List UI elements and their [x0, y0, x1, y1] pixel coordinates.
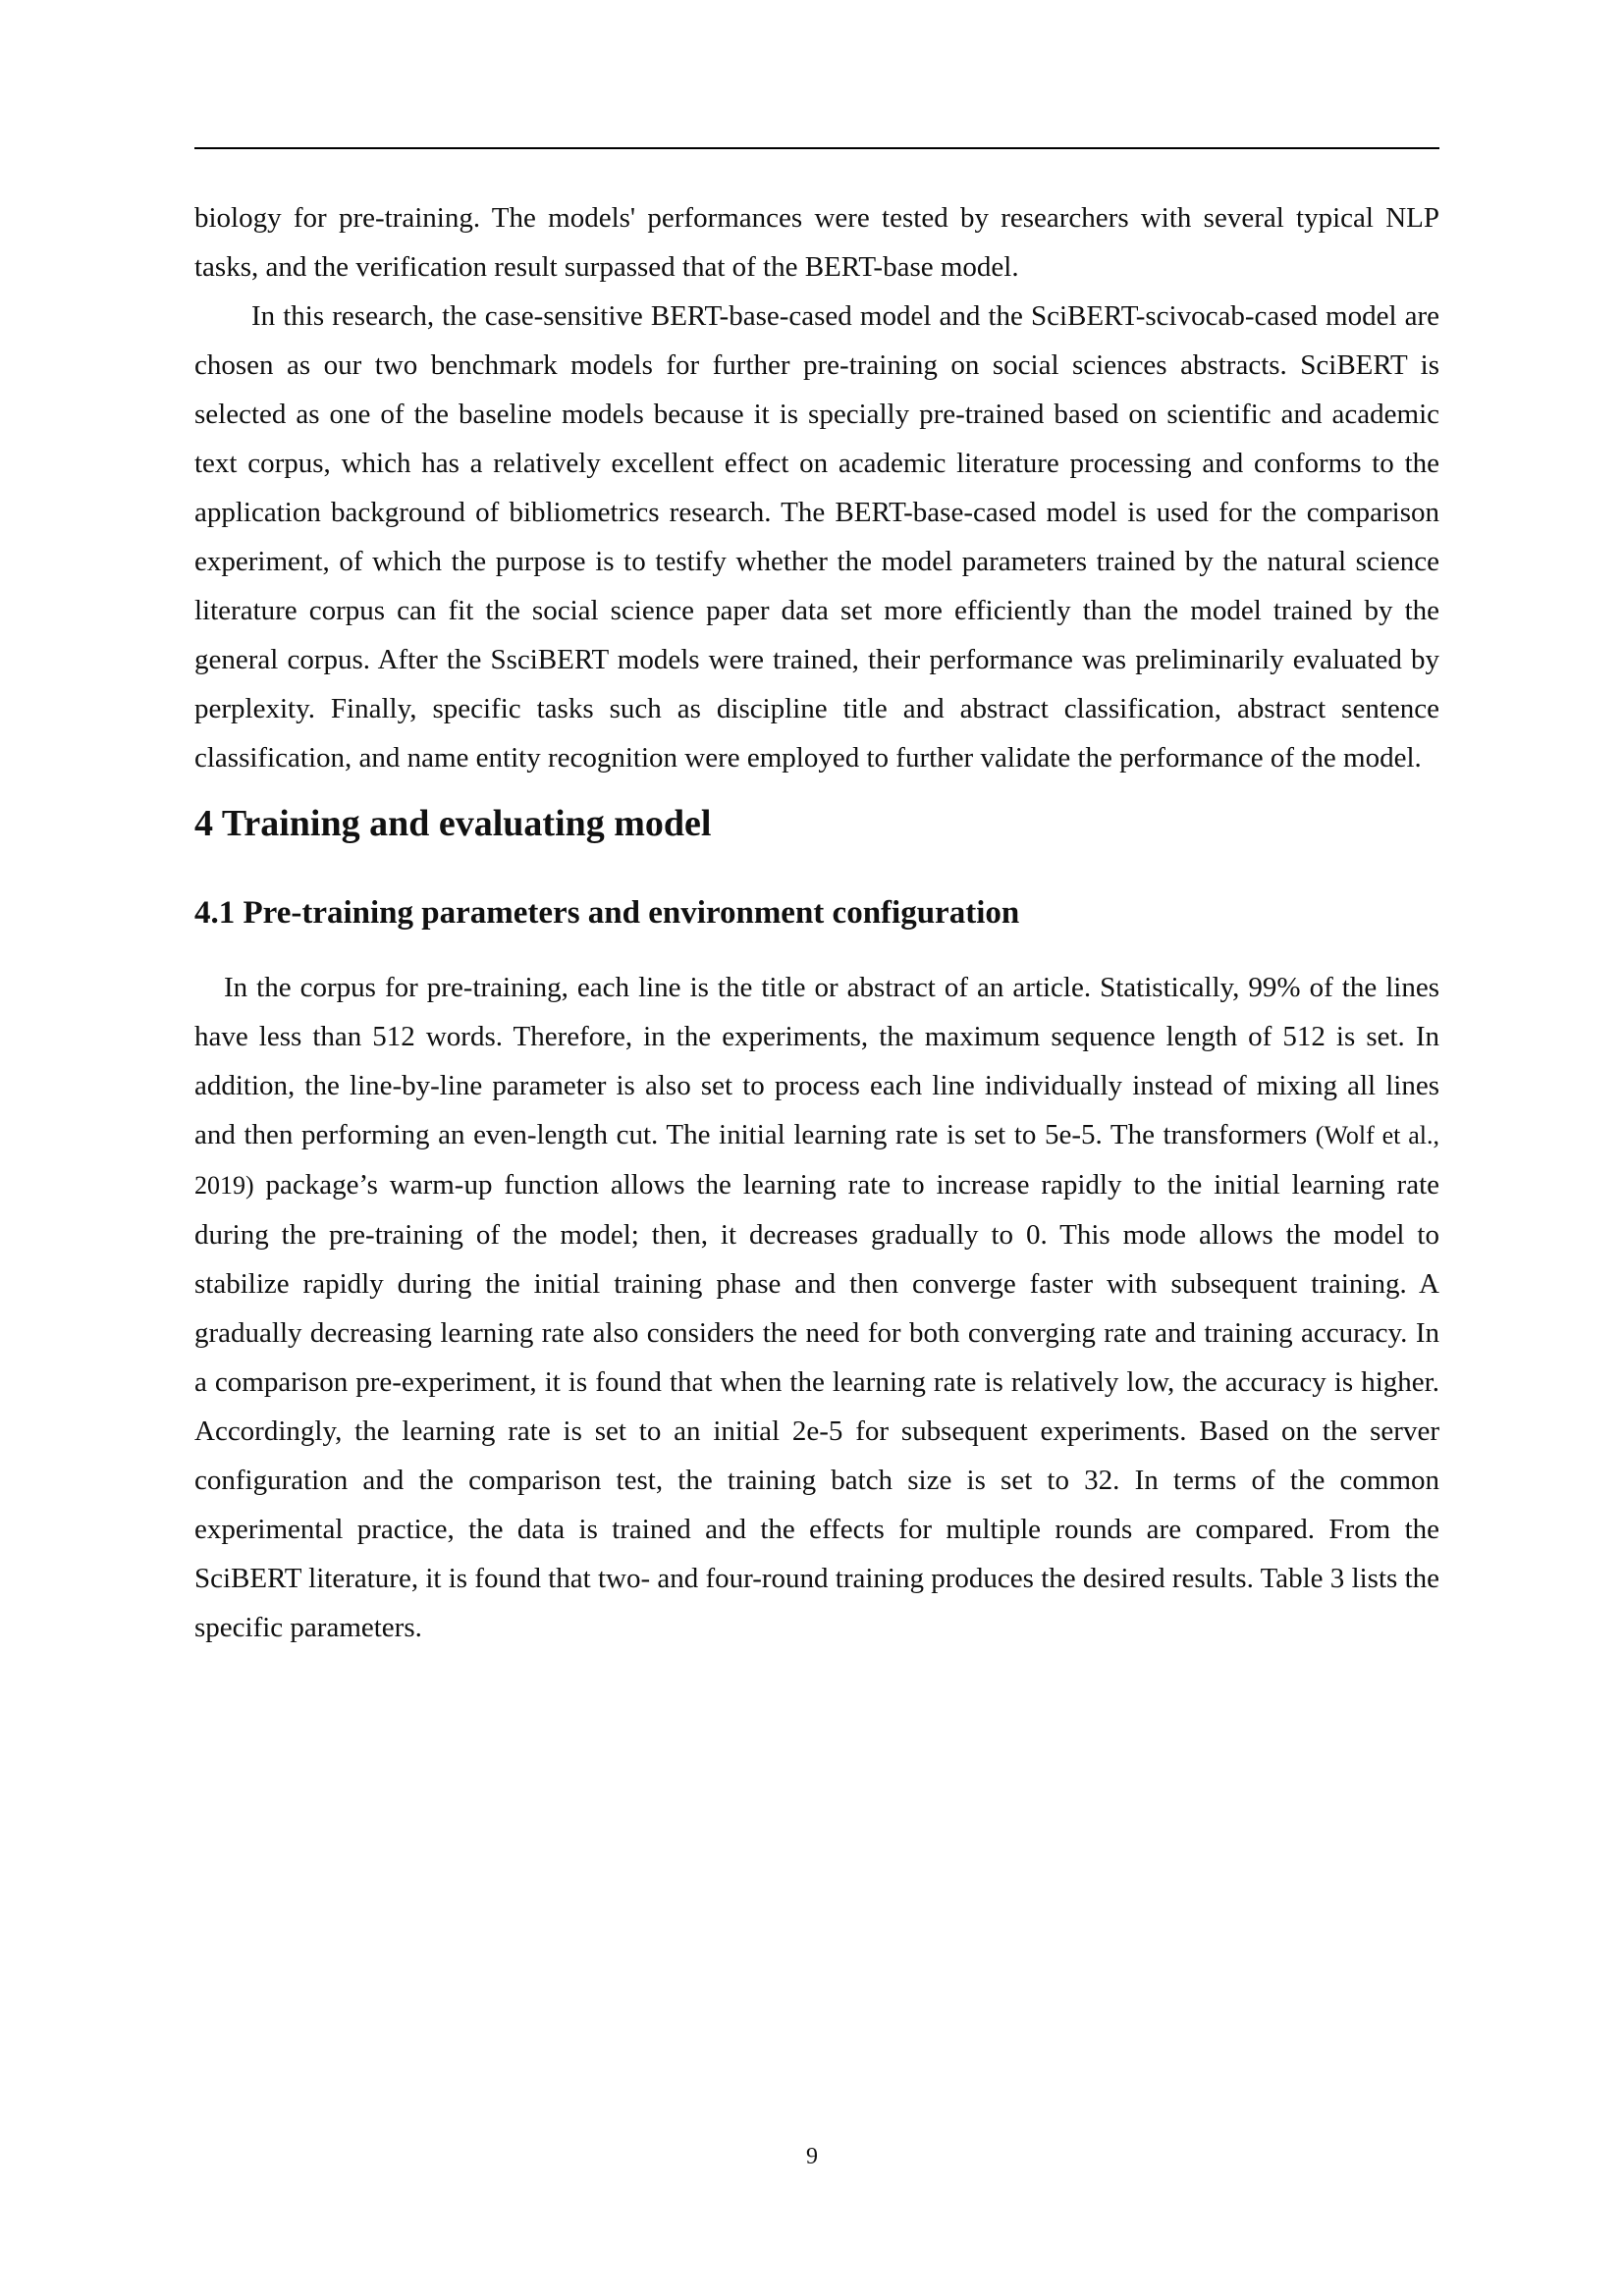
page-body	[194, 193, 1439, 1652]
paragraph-text-part-1: In the corpus for pre-training, each line is the title or abstract of an article. Statistically, 99% of the lines have less than 512 words. Therefore, in the experiments, the maximum sequence length of 512 is set. In addition, the line-by-line parameter is also set to process each line individually instead of mixing all lines and then performing an even-length cut. The initial learning rate is set to 5e-5. The transformers	[194, 972, 1439, 1150]
header-rule	[194, 147, 1439, 149]
section-heading: 4 Training and evaluating model	[194, 803, 712, 844]
subsection-heading: 4.1 Pre-training parameters and environment configuration	[194, 895, 1020, 931]
paragraph-benchmark-models: In this research, the case-sensitive BERT-base-cased model and the SciBERT-scivocab-cased model are chosen as our two benchmark models for further pre-training on social sciences abstracts. SciBERT is selected as one of the baseline models because it is specially pre-trained based on scientific and academic text corpus, which has a relatively excellent effect on academic literature processing and conforms to the application background of bibliometrics research. The BERT-base-cased model is used for the comparison experiment, of which the purpose is to testify whether the model parameters trained by the natural science literature corpus can fit the social science paper data set more efficiently than the model trained by the general corpus. After the SsciBERT models were trained, their performance was preliminarily evaluated by perplexity. Finally, specific tasks such as discipline title and abstract classification, abstract sentence classification, and name entity recognition were employed to further validate the performance of the model.	[194, 300, 1439, 774]
page-number: 9	[806, 2144, 818, 2169]
paragraph-pretraining-parameters	[194, 963, 1439, 1652]
citation: (Wolf et al., 2019)	[194, 1121, 1439, 1200]
paragraph-continuation: biology for pre-training. The models' performances were tested by researchers with several typical NLP tasks, and the verification result surpassed that of the BERT-base model.	[194, 202, 1439, 283]
paragraph-text-part-2: package’s warm-up function allows the learning rate to increase rapidly to the initial learning rate during the pre-training of the model; then, it decreases gradually to 0. This mode allows the model to stabilize rapidly during the initial training phase and then converge faster with subsequent training. A gradually decreasing learning rate also considers the need for both converging rate and training accuracy. In a comparison pre-experiment, it is found that when the learning rate is relatively low, the accuracy is higher. Accordingly, the learning rate is set to an initial 2e-5 for subsequent experiments. Based on the server configuration and the comparison test, the training batch size is set to 32. In terms of the common experimental practice, the data is trained and the effects for multiple rounds are compared. From the SciBERT literature, it is found that two- and four-round training produces the desired results. Table 3 lists the specific parameters.	[194, 1169, 1439, 1643]
